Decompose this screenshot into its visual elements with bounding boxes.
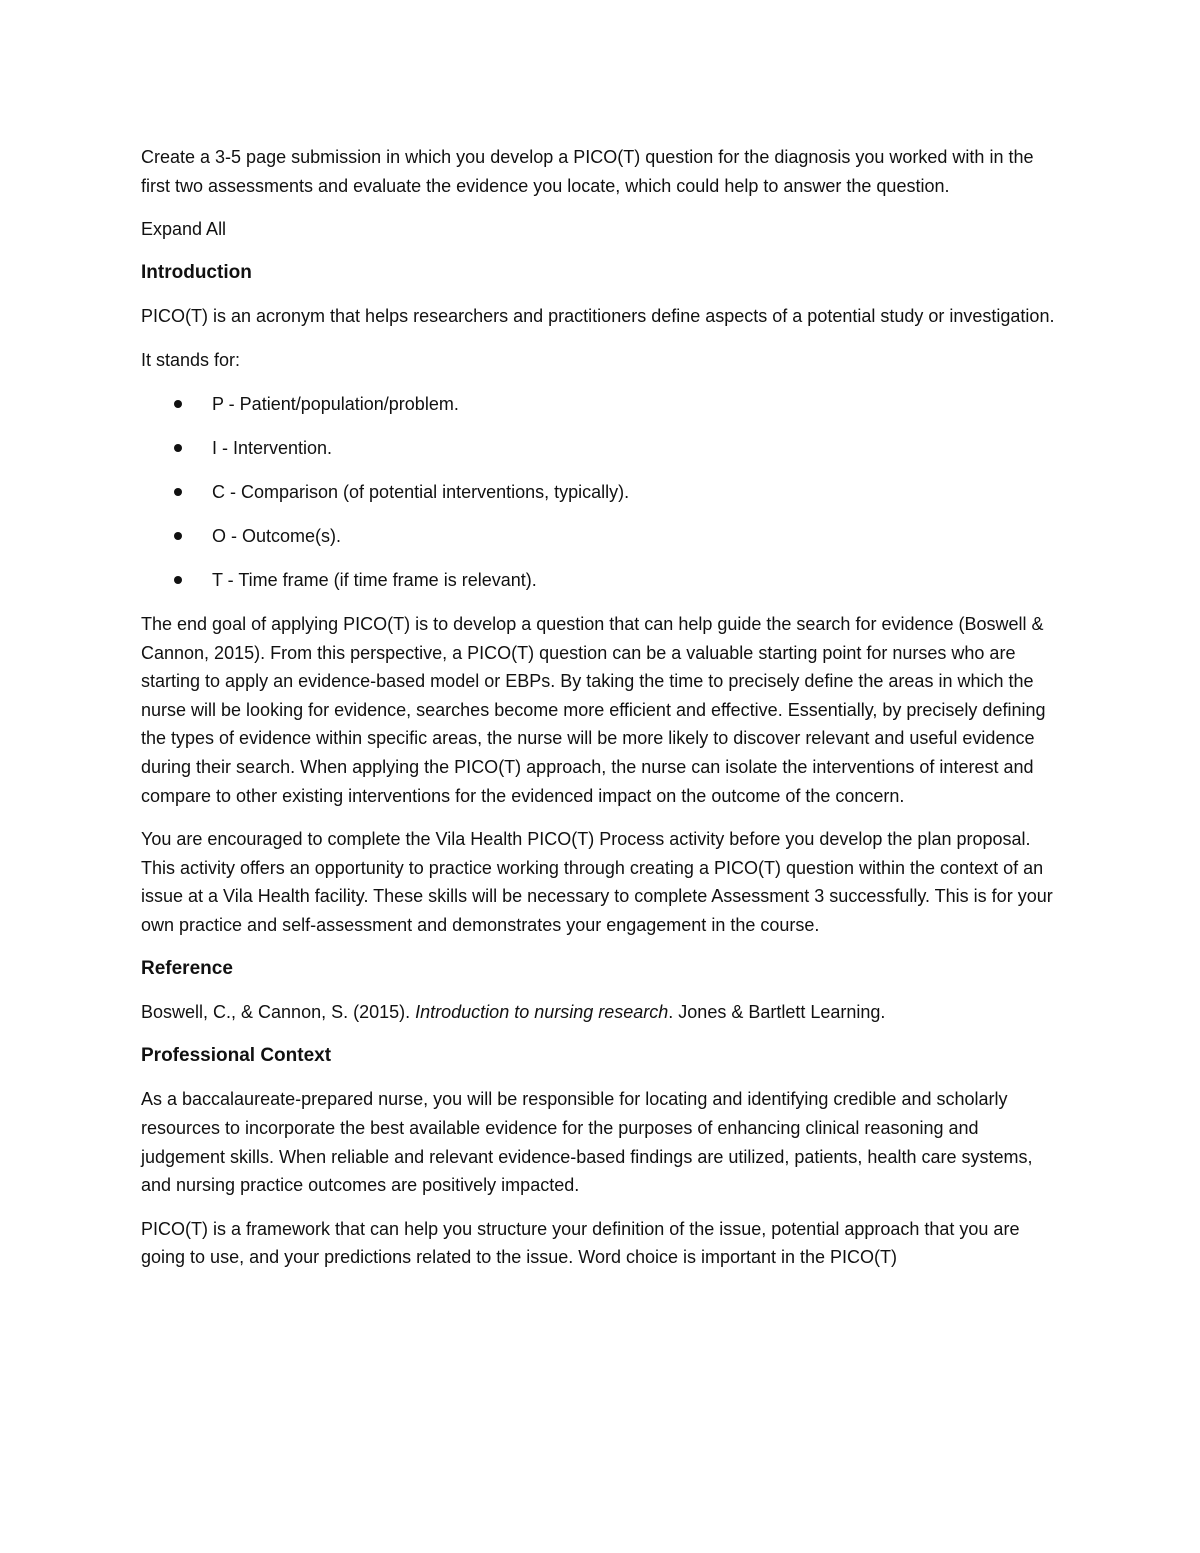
- list-item: [141, 434, 1066, 463]
- citation-authors: Boswell, C., & Cannon, S. (2015).: [141, 1002, 416, 1023]
- expand-all-link[interactable]: Expand All: [141, 219, 227, 240]
- intro-paragraph: Create a 3-5 page submission in which you develop a PICO(T) question for the diagnosis you worked with in the first two assessments and evaluate the evidence you locate, which could help to answer the question.: [141, 147, 1034, 196]
- list-item-text: O - Outcome(s).: [212, 525, 342, 546]
- reference-citation: [141, 998, 1066, 1027]
- professional-context-paragraph-2: PICO(T) is a framework that can help you structure your definition of the issue, potential approach that you are going to use, and your predictions related to the issue. Word choice is important in the PICO(T): [141, 1218, 1020, 1268]
- introduction-heading: Introduction: [141, 261, 252, 283]
- pico-list: [141, 390, 1066, 595]
- list-item-text: P - Patient/population/problem.: [212, 393, 459, 414]
- bullet-icon: [174, 444, 182, 452]
- list-item-text: C - Comparison (of potential interventions, typically).: [212, 481, 630, 502]
- list-item-text: T - Time frame (if time frame is relevant).: [212, 569, 537, 590]
- list-item: [141, 478, 1066, 507]
- stands-for-label: It stands for:: [141, 349, 241, 370]
- list-item: [141, 566, 1066, 595]
- bullet-icon: [174, 400, 182, 408]
- citation-title: Introduction to nursing research: [415, 1002, 669, 1023]
- list-item: [141, 390, 1066, 419]
- bullet-icon: [174, 532, 182, 540]
- reference-heading: Reference: [141, 957, 233, 979]
- citation-publisher: . Jones & Bartlett Learning.: [668, 1002, 886, 1023]
- pico-definition: PICO(T) is an acronym that helps researchers and practitioners define aspects of a potential study or investigation.: [141, 306, 1055, 327]
- pico-goal-paragraph: The end goal of applying PICO(T) is to develop a question that can help guide the search for evidence (Boswell & Cannon, 2015). From this perspective, a PICO(T) question can be a valuable starting point for nurses who are starting to apply an evidence-based model or EBPs. By taking the time to precisely define the areas in which the nurse will be looking for evidence, searches become more efficient and effective. Essentially, by precisely defining the types of evidence within specific areas, the nurse will be more likely to discover relevant and useful evidence during their search. When applying the PICO(T) approach, the nurse can isolate the interventions of interest and compare to other existing interventions for the evidenced impact on the outcome of the concern.: [141, 614, 1046, 806]
- document-page: [141, 143, 1066, 1287]
- list-item: [141, 522, 1066, 551]
- professional-context-heading: Professional Context: [141, 1044, 332, 1066]
- bullet-icon: [174, 488, 182, 496]
- bullet-icon: [174, 576, 182, 584]
- professional-context-paragraph-1: As a baccalaureate-prepared nurse, you will be responsible for locating and identifying credible and scholarly resources to incorporate the best available evidence for the purposes of enhancing clinical reasoning and judgement skills. When reliable and relevant evidence-based findings are utilized, patients, health care systems, and nursing practice outcomes are positively impacted.: [141, 1089, 1033, 1196]
- list-item-text: I - Intervention.: [212, 437, 333, 458]
- vila-health-activity-paragraph: You are encouraged to complete the Vila Health PICO(T) Process activity before you develop the plan proposal. This activity offers an opportunity to practice working through creating a PICO(T) question within the context of an issue at a Vila Health facility. These skills will be necessary to complete Assessment 3 successfully. This is for your own practice and self-assessment and demonstrates your engagement in the course.: [141, 829, 1053, 935]
